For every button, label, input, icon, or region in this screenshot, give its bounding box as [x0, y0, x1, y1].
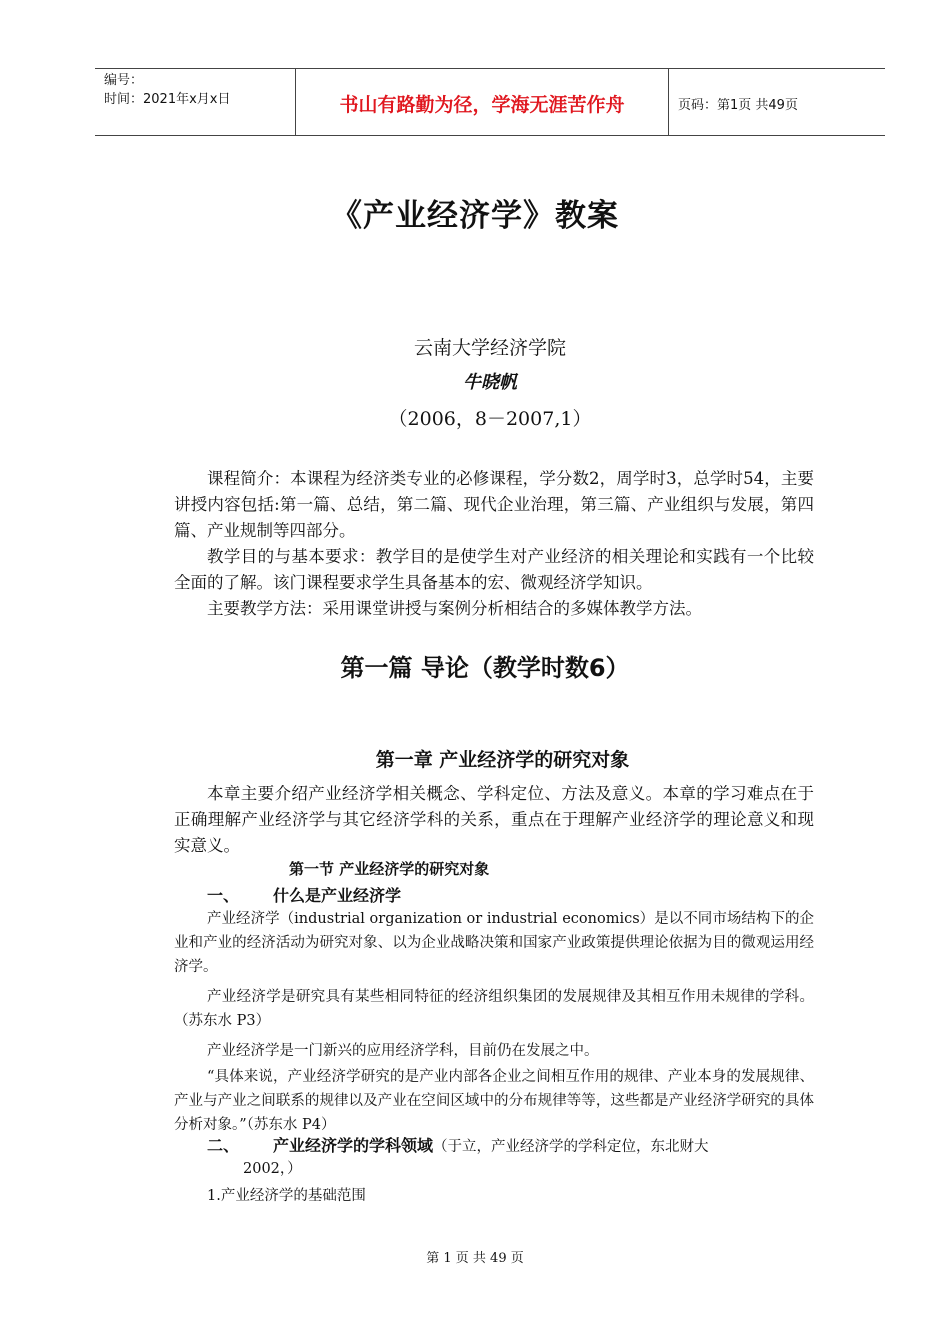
body-section — [174, 907, 814, 1137]
intro-paragraph: 主要教学方法：采用课堂讲授与案例分析相结合的多媒体教学方法。 — [207, 599, 702, 618]
school-name: 云南大学经济学院 — [413, 337, 566, 359]
author-name: 牛晓帆 — [463, 372, 517, 393]
header-bottom-border — [95, 135, 885, 136]
header-divider-left — [295, 68, 296, 136]
chapter-intro — [174, 781, 814, 859]
chapter-title: 第一章 产业经济学的研究对象 — [375, 749, 630, 771]
body-paragraph: 产业经济学（industrial organization or industrial economics）是以不同市场结构下的企业和产业的经济活动为研究对象、以为企业战略决策和国家产业政策提供理论依据为目的微观运用经济学。 — [174, 911, 814, 975]
subheading-text: 产业经济学的学科领域 — [273, 1136, 434, 1155]
subheading-note-continued: 2002，） — [243, 1161, 302, 1177]
subheading-note: （于立，产业经济学的学科定位，东北财大 — [433, 1139, 709, 1155]
header-page-info: 页码：第1页 共49页 — [678, 98, 798, 113]
header-time-label: 时间：2021年x月x日 — [104, 92, 231, 107]
intro-paragraph: 课程简介：本课程为经济类专业的必修课程，学分数2，周学时3，总学时54，主要讲授内容包括:第一篇、总结，第二篇、现代企业治理，第三篇、产业组织与发展，第四篇、产业规制等四部分。 — [174, 469, 814, 540]
subheading-text: 什么是产业经济学 — [273, 886, 402, 905]
header-code-label: 编号： — [104, 73, 144, 88]
course-dates: （2006，8－2007,1） — [388, 408, 592, 430]
subheading-line — [273, 1133, 709, 1156]
intro-section — [174, 466, 814, 622]
document-title: 《产业经济学》教案 — [331, 198, 619, 234]
header-top-border — [95, 68, 885, 69]
section-title: 第一节 产业经济学的研究对象 — [289, 860, 490, 878]
part-title: 第一篇 导论（教学时数6） — [340, 654, 630, 682]
page-footer: 第 1 页 共 49 页 — [426, 1251, 524, 1266]
intro-paragraph: 教学目的与基本要求：教学目的是使学生对产业经济的相关理论和实践有一个比较全面的了解。该门课程要求学生具备基本的宏、微观经济学知识。 — [174, 547, 814, 592]
body-paragraph: 产业经济学是研究具有某些相同特征的经济组织集团的发展规律及其相互作用未规律的学科。（苏东水 P3） — [174, 989, 814, 1029]
subheading-number: 一、 — [207, 886, 240, 905]
chapter-intro-paragraph: 本章主要介绍产业经济学相关概念、学科定位、方法及意义。本章的学习难点在于正确理解产业经济学与其它经济学科的关系，重点在于理解产业经济学的理论意义和现实意义。 — [174, 784, 814, 855]
list-item: 1.产业经济学的基础范围 — [207, 1188, 366, 1204]
body-paragraph: 产业经济学是一门新兴的应用经济学科，目前仍在发展之中。 — [207, 1043, 599, 1059]
body-paragraph: “具体来说，产业经济学研究的是产业内部各企业之间相互作用的规律、产业本身的发展规律、产业与产业之间联系的规律以及产业在空间区域中的分布规律等等，这些都是产业经济学研究的具体分析对象。”（苏东水 P4） — [174, 1069, 814, 1133]
subheading-number: 二、 — [207, 1136, 240, 1155]
header-divider-right — [668, 68, 669, 136]
header-motto: 书山有路勤为径，学海无涯苦作舟 — [339, 94, 625, 116]
